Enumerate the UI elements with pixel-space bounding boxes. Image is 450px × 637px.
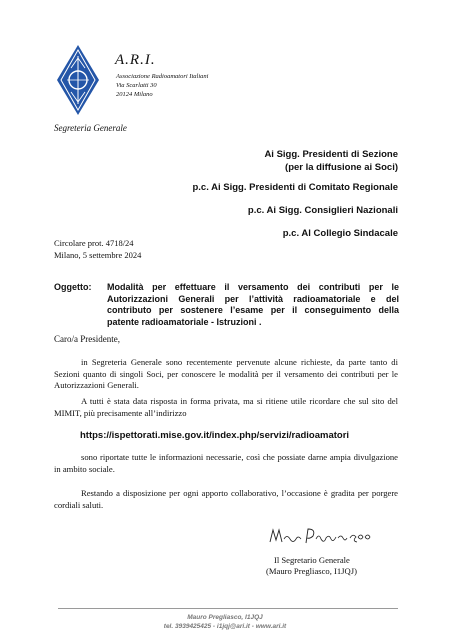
mimit-url[interactable]: https://ispettorati.mise.gov.it/index.php/servizi/radioamatori	[80, 430, 350, 441]
footer-name: Mauro Pregliasco, I1JQJ	[187, 614, 263, 621]
recipient-line: p.c. Al Collegio Sindacale	[282, 228, 398, 239]
recipient-line: Ai Sigg. Presidenti di Sezione	[264, 149, 398, 160]
ari-logo-icon	[55, 44, 101, 116]
subject-text: Modalità per effettuare il versamento dei contributi per le Autorizzazioni Generali per l’attività radioamatoriale e del contributo per sostenere l’esame per il conseguimento della patente radioamatoriale - Istruzioni .	[107, 282, 399, 327]
greeting: Caro/a Presidente,	[54, 334, 120, 344]
subject-label: Oggetto:	[54, 282, 92, 292]
body-paragraph: in Segreteria Generale sono recentemente pervenute alcune richieste, da parte tanto di Sezioni quanto di singoli Soci, per conoscere le modalità per il versamento dei contributi per le Autorizzazioni Generali.	[54, 357, 398, 391]
body-paragraph: sono riportate tutte le informazioni necessarie, così che possiate darne ampia divulgazione in ambito sociale.	[54, 452, 398, 474]
letter-date: Milano, 5 settembre 2024	[54, 250, 142, 260]
signatory-role: Il Segretario Generale	[274, 555, 350, 565]
body-paragraph: Restando a disposizione per ogni apporto collaborativo, l’occasione è gradita per porgere cordiali saluti.	[54, 488, 398, 510]
org-city: 20124 Milano	[116, 91, 153, 98]
recipient-line: p.c. Ai Sigg. Consiglieri Nazionali	[247, 205, 398, 216]
footer-divider	[58, 608, 398, 609]
recipient-line: (per la diffusione ai Soci)	[285, 162, 398, 173]
footer-contacts: tel. 3939425425 - i1jqj@ari.it - www.ari.it	[163, 623, 287, 630]
sender-office: Segreteria Generale	[54, 123, 127, 133]
handwritten-signature	[268, 525, 378, 547]
protocol-number: Circolare prot. 4718/24	[54, 238, 134, 248]
org-acronym: A.R.I.	[115, 52, 156, 68]
org-name: Associazione Radioamatori Italiani	[116, 73, 209, 80]
org-street: Via Scarlatti 30	[116, 82, 157, 89]
recipient-line: p.c. Ai Sigg. Presidenti di Comitato Regionale	[192, 182, 398, 193]
body-paragraph: A tutti è stata data risposta in forma privata, ma si ritiene utile ricordare che sul sito del MIMIT, più precisamente all’indirizzo	[54, 396, 398, 418]
signatory-name: (Mauro Pregliasco, I1JQJ)	[266, 566, 357, 576]
